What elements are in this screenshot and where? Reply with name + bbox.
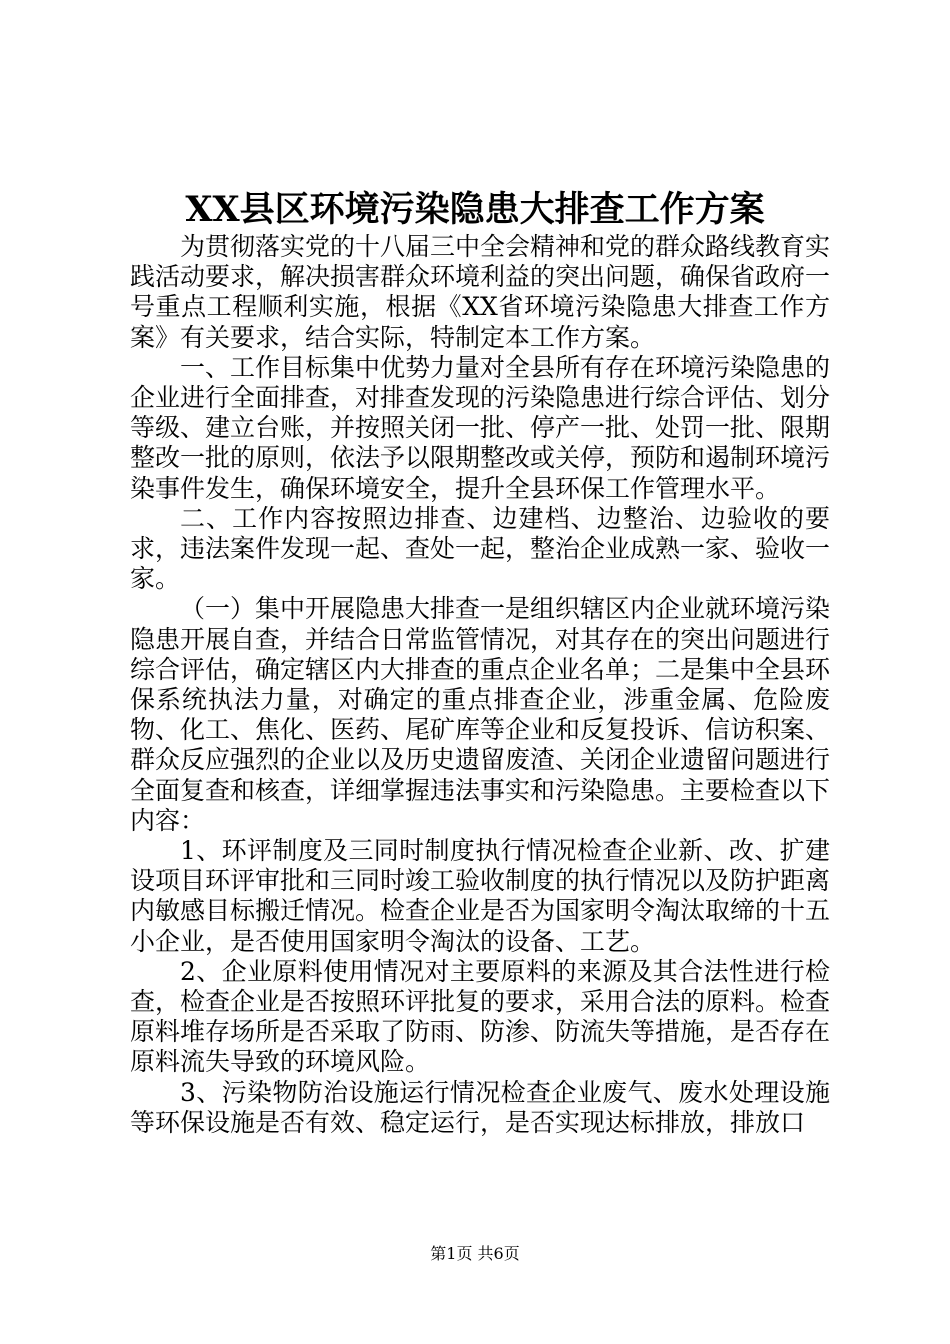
paragraph-investigation: （一）集中开展隐患大排查一是组织辖区内企业就环境污染隐患开展自查，并结合日常监管情况，对其存在的突出问题进行综合评估，确定辖区内大排查的重点企业名单；二是集中全县环保系统执法力量，对确定的重点排查企业，涉重金属、危险废物、化工、焦化、医药、尾矿库等企业和反复投诉、信访积案、群众反应强烈的企业以及历史遗留废渣、关闭企业遗留问题进行全面复查和核查，详细掌握违法事实和污染隐患。主要检查以下内容： [130,594,831,835]
page-number-footer: 第1页 共6页 [430,1244,520,1263]
document-body [130,232,830,1138]
paragraph-item-1: 1、环评制度及三同时制度执行情况检查企业新、改、扩建设项目环评审批和三同时竣工验收制度的执行情况以及防护距离内敏感目标搬迁情况。检查企业是否为国家明令淘汰取缔的十五小企业，是否使用国家明令淘汰的设备、工艺。 [130,836,831,956]
paragraph-item-3: 3、污染物防治设施运行情况检查企业废气、废水处理设施等环保设施是否有效、稳定运行，是否实现达标排放，排放口 [130,1077,830,1137]
paragraph-item-2: 2、企业原料使用情况对主要原料的来源及其合法性进行检查，检查企业是否按照环评批复的要求，采用合法的原料。检查原料堆存场所是否采取了防雨、防渗、防流失等措施，是否存在原料流失导致的环境风险。 [130,956,831,1077]
paragraph-work-goal: 一、工作目标集中优势力量对全县所有存在环境污染隐患的企业进行全面排查，对排查发现的污染隐患进行综合评估、划分等级、建立台账，并按照关闭一批、停产一批、处罚一批、限期整改一批的原则，依法予以限期整改或关停，预防和遏制环境污染事件发生，确保环境安全，提升全县环保工作管理水平。 [130,352,831,503]
paragraph-intro: 为贯彻落实党的十八届三中全会精神和党的群众路线教育实践活动要求，解决损害群众环境利益的突出问题，确保省政府一号重点工程顺利实施，根据《XX省环境污染隐患大排查工作方案》有关要求，结合实际，特制定本工作方案。 [130,232,831,352]
document-title: XX县区环境污染隐患大排查工作方案 [185,189,765,230]
paragraph-work-content: 二、工作内容按照边排查、边建档、边整治、边验收的要求，违法案件发现一起、查处一起，整治企业成熟一家、验收一家。 [130,503,831,594]
